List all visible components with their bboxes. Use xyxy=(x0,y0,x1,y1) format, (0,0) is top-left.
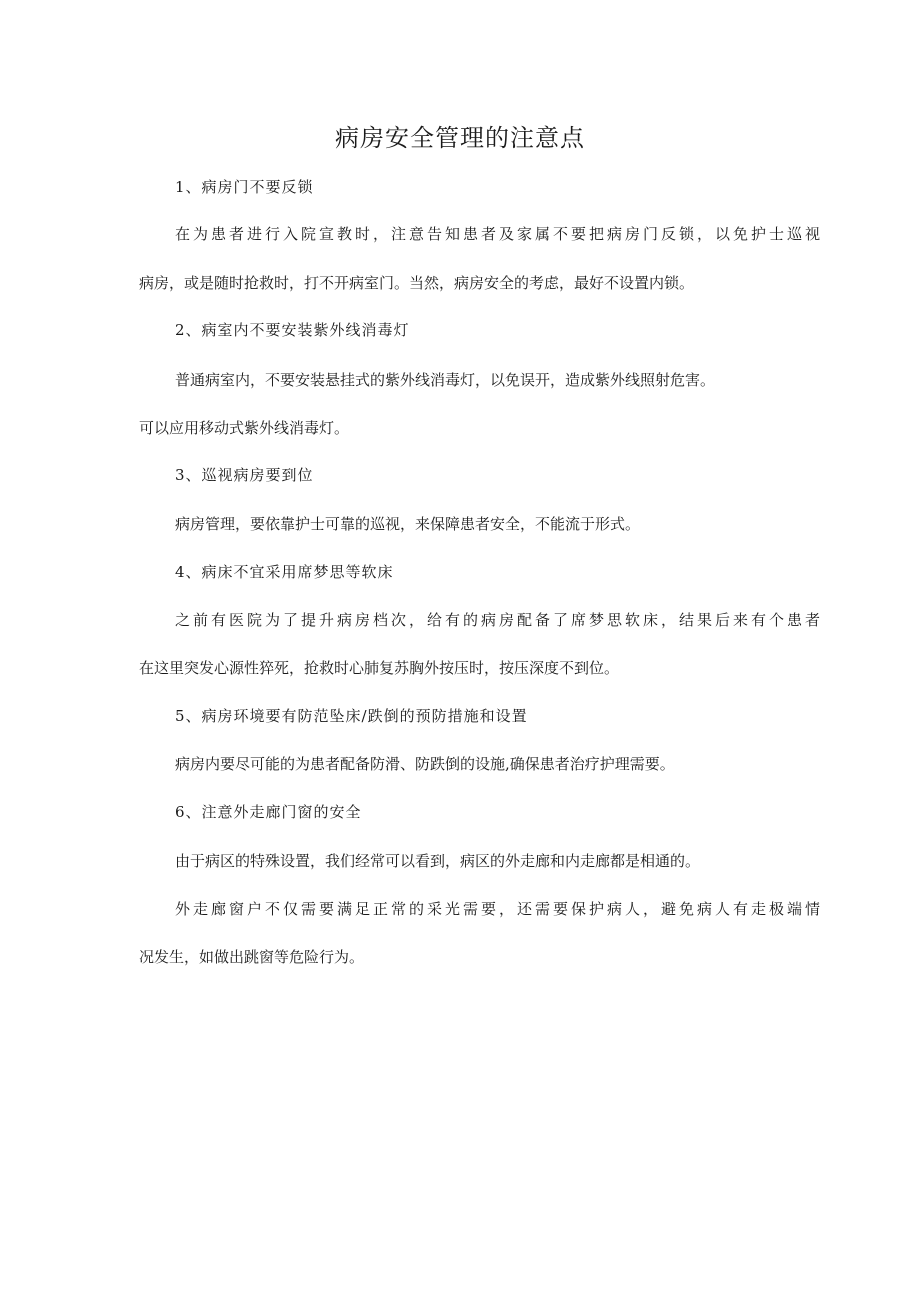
paragraph-line: 由于病区的特殊设置，我们经常可以看到，病区的外走廊和内走廊都是相通的。 xyxy=(175,852,701,870)
document-title: 病房安全管理的注意点 xyxy=(335,124,585,152)
section-heading-2: 2、病室内不要安装紫外线消毒灯 xyxy=(175,321,410,339)
section-heading-4: 4、病床不宜采用席梦思等软床 xyxy=(175,563,394,581)
paragraph-line: 之前有医院为了提升病房档次，给有的病房配备了席梦思软床，结果后来有个患者 xyxy=(175,611,820,629)
paragraph-line: 病房，或是随时抢救时，打不开病室门。当然，病房安全的考虑，最好不设置内锁。 xyxy=(139,274,695,292)
section-heading-6: 6、注意外走廊门窗的安全 xyxy=(175,803,362,821)
paragraph-line: 在这里突发心源性猝死，抢救时心肺复苏胸外按压时，按压深度不到位。 xyxy=(139,659,620,677)
paragraph-line: 外走廊窗户不仅需要满足正常的采光需要，还需要保护病人，避免病人有走极端情 xyxy=(175,900,820,918)
paragraph-line: 可以应用移动式紫外线消毒灯。 xyxy=(139,419,350,437)
paragraph-line: 病房内要尽可能的为患者配备防滑、防跌倒的设施,确保患者治疗护理需要。 xyxy=(175,755,675,773)
section-heading-3: 3、巡视病房要到位 xyxy=(175,466,314,484)
paragraph-line: 病房管理，要依靠护士可靠的巡视，来保障患者安全，不能流于形式。 xyxy=(175,515,641,533)
paragraph-line: 况发生，如做出跳窗等危险行为。 xyxy=(139,948,365,966)
paragraph-line: 在为患者进行入院宣教时，注意告知患者及家属不要把病房门反锁，以免护士巡视 xyxy=(175,225,820,243)
section-heading-5: 5、病房环境要有防范坠床/跌倒的预防措施和设置 xyxy=(175,707,528,725)
paragraph-line: 普通病室内，不要安装悬挂式的紫外线消毒灯，以免误开，造成紫外线照射危害。 xyxy=(175,371,716,389)
section-heading-1: 1、病房门不要反锁 xyxy=(175,178,314,196)
